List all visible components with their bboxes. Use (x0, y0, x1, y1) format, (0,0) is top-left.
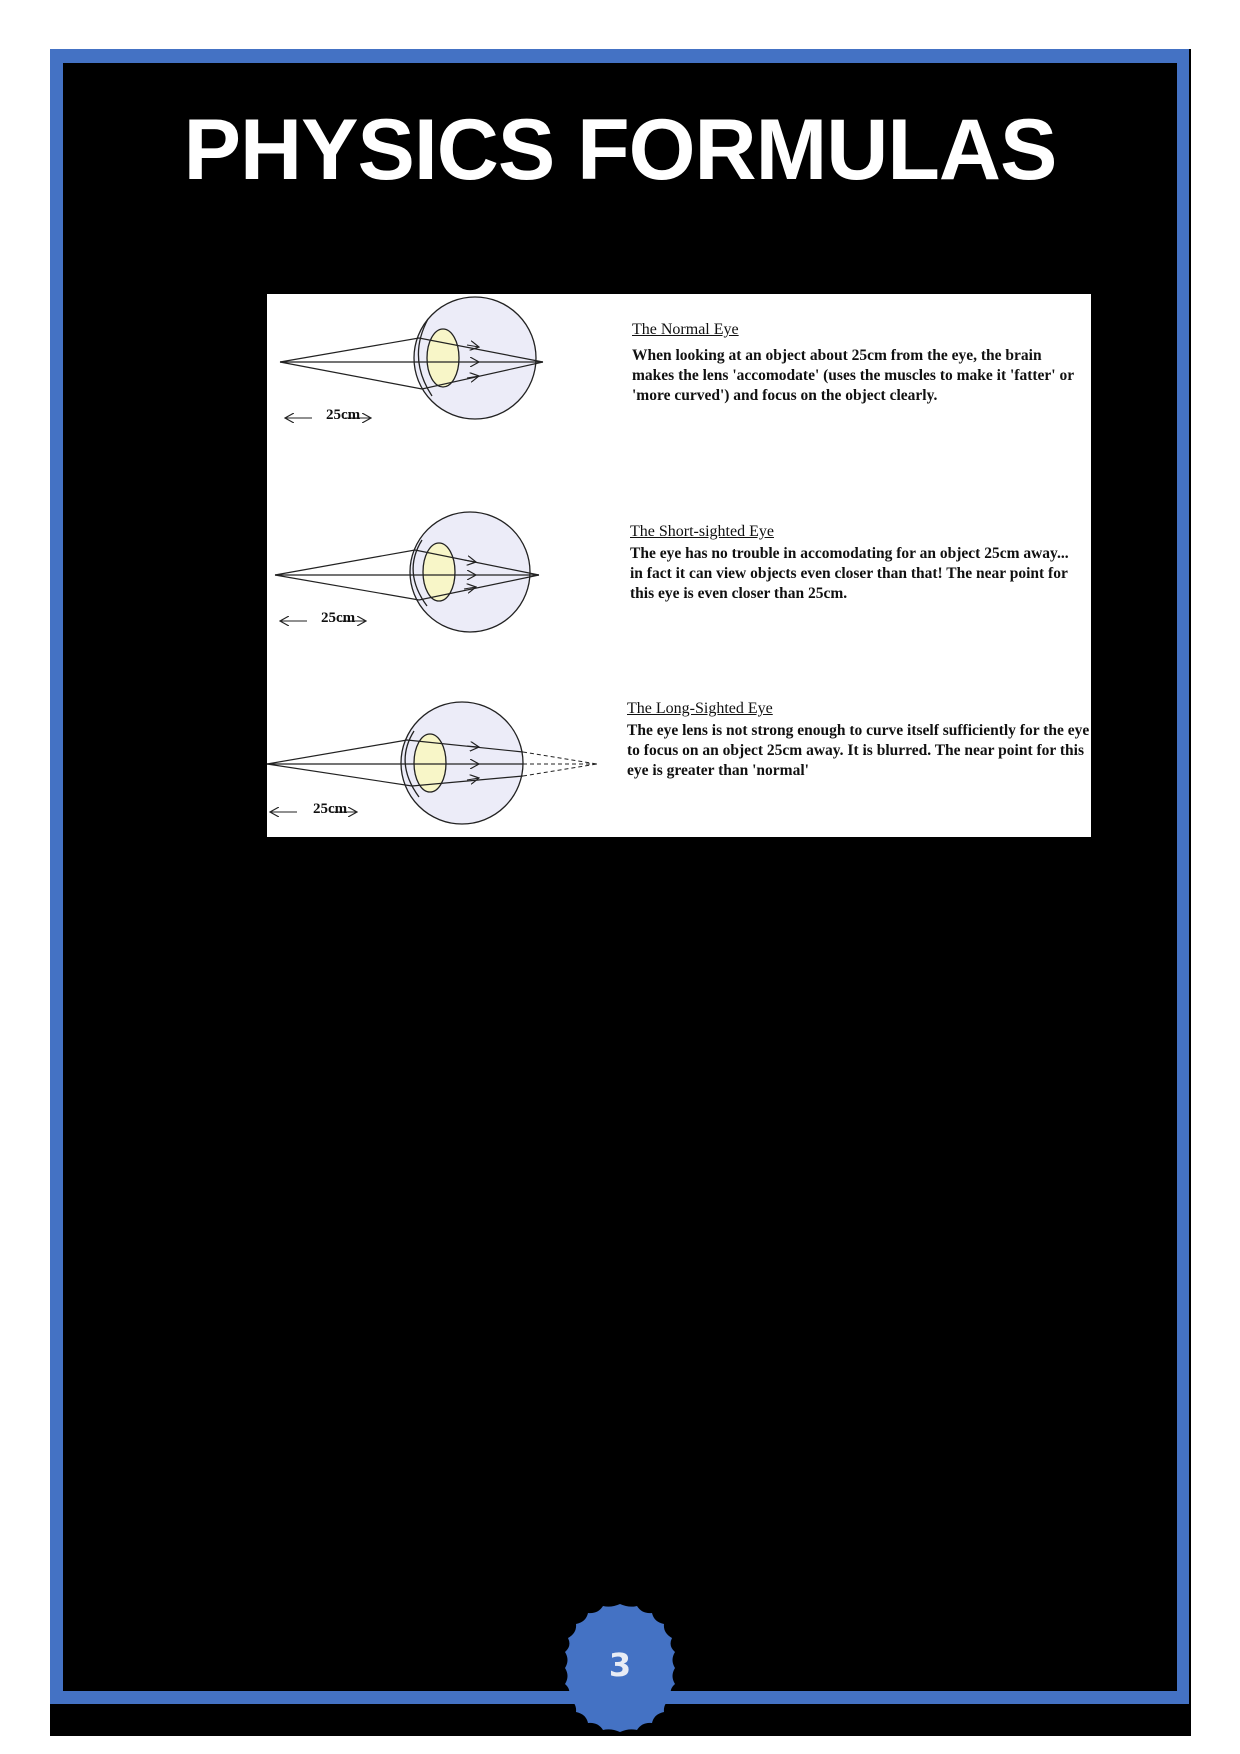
section-long-sighted-eye (627, 699, 1091, 781)
normal-eye-diagram (280, 297, 543, 419)
page-border-edge (1189, 49, 1191, 1704)
section-heading: The Short-sighted Eye (630, 523, 774, 540)
section-text: When looking at an object about 25cm from the eye, the brain makes the lens 'accomodate' (uses the muscles to make it 'fatter' or 'more curved') and focus on the object clearly. (632, 347, 1074, 404)
distance-label-long: 25cm (313, 801, 348, 817)
distance-label-short: 25cm (321, 610, 356, 626)
distance-label-normal: 25cm (326, 407, 361, 423)
section-normal-eye (632, 320, 1082, 406)
section-heading: The Long-Sighted Eye (627, 700, 773, 717)
short-sighted-eye-diagram (275, 512, 539, 632)
section-text: The eye lens is not strong enough to curve itself sufficiently for the eye to focus on an object 25cm away. It is blurred. The near point for this eye is greater than 'normal' (627, 722, 1090, 779)
page-number: 3 (608, 1646, 632, 1684)
section-text: The eye has no trouble in accomodating for an object 25cm away... in fact it can view objects even closer than that! The near point for this eye is even closer than 25cm. (630, 545, 1069, 602)
page-bottom-margin (540, 1736, 700, 1754)
section-heading: The Normal Eye (632, 321, 739, 338)
eye-diagram-figure (267, 294, 1091, 837)
page-title: PHYSICS FORMULAS (183, 102, 1057, 198)
section-short-sighted-eye (630, 522, 1080, 604)
